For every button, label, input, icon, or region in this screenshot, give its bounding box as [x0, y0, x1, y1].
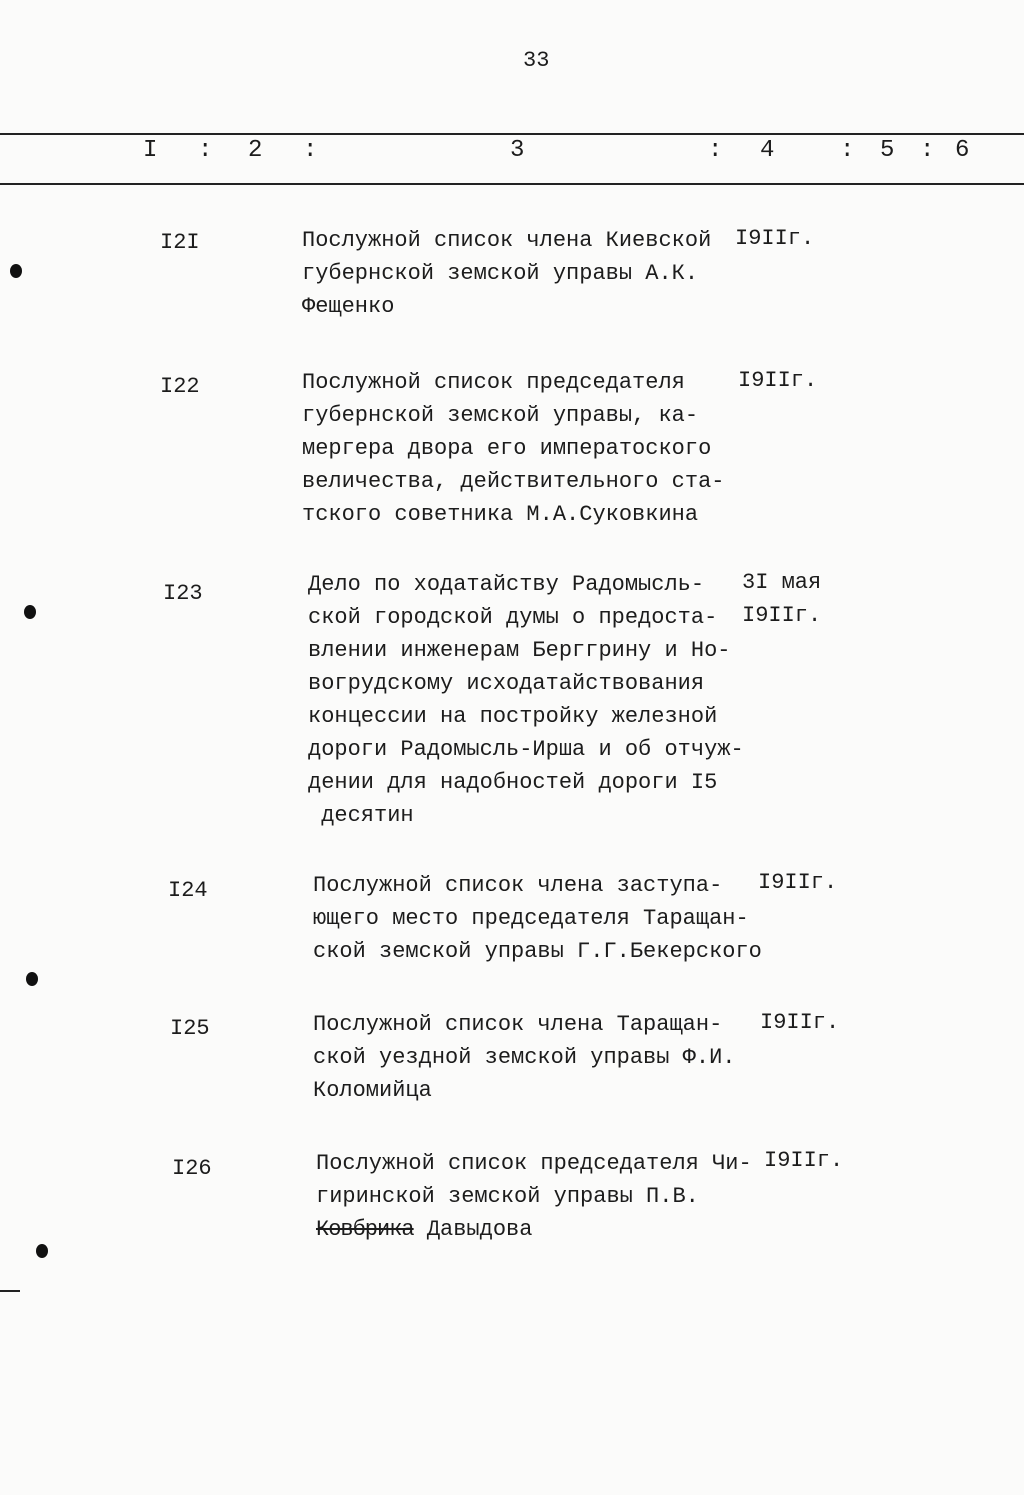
punch-hole-mark	[36, 1244, 48, 1258]
title-line-corrected	[316, 1217, 532, 1243]
column-separator: :	[708, 137, 723, 164]
title-line: губернской земской управы, ка-	[302, 403, 699, 428]
title-line: вогрудскому исходатайствования	[308, 671, 705, 696]
title-line: влении инженерам Берггрину и Но-	[308, 638, 731, 663]
entry-number: I24	[168, 878, 208, 903]
title-line: дении для надобностей дороги I5	[308, 770, 718, 795]
title-line: ской земской управы Г.Г.Бекерского	[313, 939, 762, 964]
entry-date-line: 3I мая	[742, 570, 822, 595]
edge-mark	[0, 1290, 20, 1292]
title-line: величества, действительного ста-	[302, 469, 725, 494]
entry-date: I9IIг.	[760, 1010, 840, 1035]
title-line: Послужной список председателя	[302, 370, 685, 395]
entry-date: I9IIг.	[738, 368, 818, 393]
struck-word: Ковбрика	[316, 1217, 414, 1242]
title-line: ющего место председателя Таращан-	[313, 906, 749, 931]
title-line: десятин	[308, 803, 414, 828]
column-header-4: 4	[760, 137, 775, 164]
entry-number: I26	[172, 1156, 212, 1181]
punch-hole-mark	[10, 264, 22, 278]
column-header-6: 6	[955, 137, 970, 164]
page-number: 33	[523, 48, 550, 73]
column-separator: :	[840, 137, 855, 164]
title-line: Коломийца	[313, 1078, 432, 1103]
column-separator: :	[920, 137, 935, 164]
title-line: мергера двора его императоского	[302, 436, 712, 461]
column-header-2: 2	[248, 137, 263, 164]
column-header-3: 3	[510, 137, 525, 164]
title-line: ской уездной земской управы Ф.И.	[313, 1045, 736, 1070]
title-line: Послужной список члена Таращан-	[313, 1012, 723, 1037]
title-line: Послужной список председателя Чи-	[316, 1151, 752, 1176]
title-line: Послужной список члена заступа-	[313, 873, 723, 898]
title-line: Послужной список члена Киевской	[302, 228, 712, 253]
entry-number: I22	[160, 374, 200, 399]
title-line: ской городской думы о предоста-	[308, 605, 718, 630]
title-line: тского советника М.А.Суковкина	[302, 502, 699, 527]
header-top-rule	[0, 133, 1024, 135]
column-header-5: 5	[880, 137, 895, 164]
title-line: Фещенко	[302, 294, 395, 319]
column-separator: :	[198, 137, 213, 164]
entry-date: I9IIг.	[764, 1148, 844, 1173]
punch-hole-mark	[26, 972, 38, 986]
column-header-1: I	[143, 137, 158, 164]
title-line: губернской земской управы А.К.	[302, 261, 699, 286]
corrected-text: Давыдова	[413, 1217, 533, 1242]
header-bottom-rule	[0, 183, 1024, 185]
entry-date-line: I9IIг.	[742, 603, 822, 628]
entry-date: I9IIг.	[735, 226, 815, 251]
title-line: Дело по ходатайству Радомысль-	[308, 572, 705, 597]
title-line: гиринской земской управы П.В.	[316, 1184, 699, 1209]
entry-date: I9IIг.	[758, 870, 838, 895]
column-separator: :	[303, 137, 318, 164]
punch-hole-mark	[24, 605, 36, 619]
entry-number: I2I	[160, 230, 200, 255]
title-line: концессии на постройку железной	[308, 704, 718, 729]
title-line: дороги Радомысль-Ирша и об отчуж-	[308, 737, 744, 762]
entry-number: I23	[163, 581, 203, 606]
entry-number: I25	[170, 1016, 210, 1041]
